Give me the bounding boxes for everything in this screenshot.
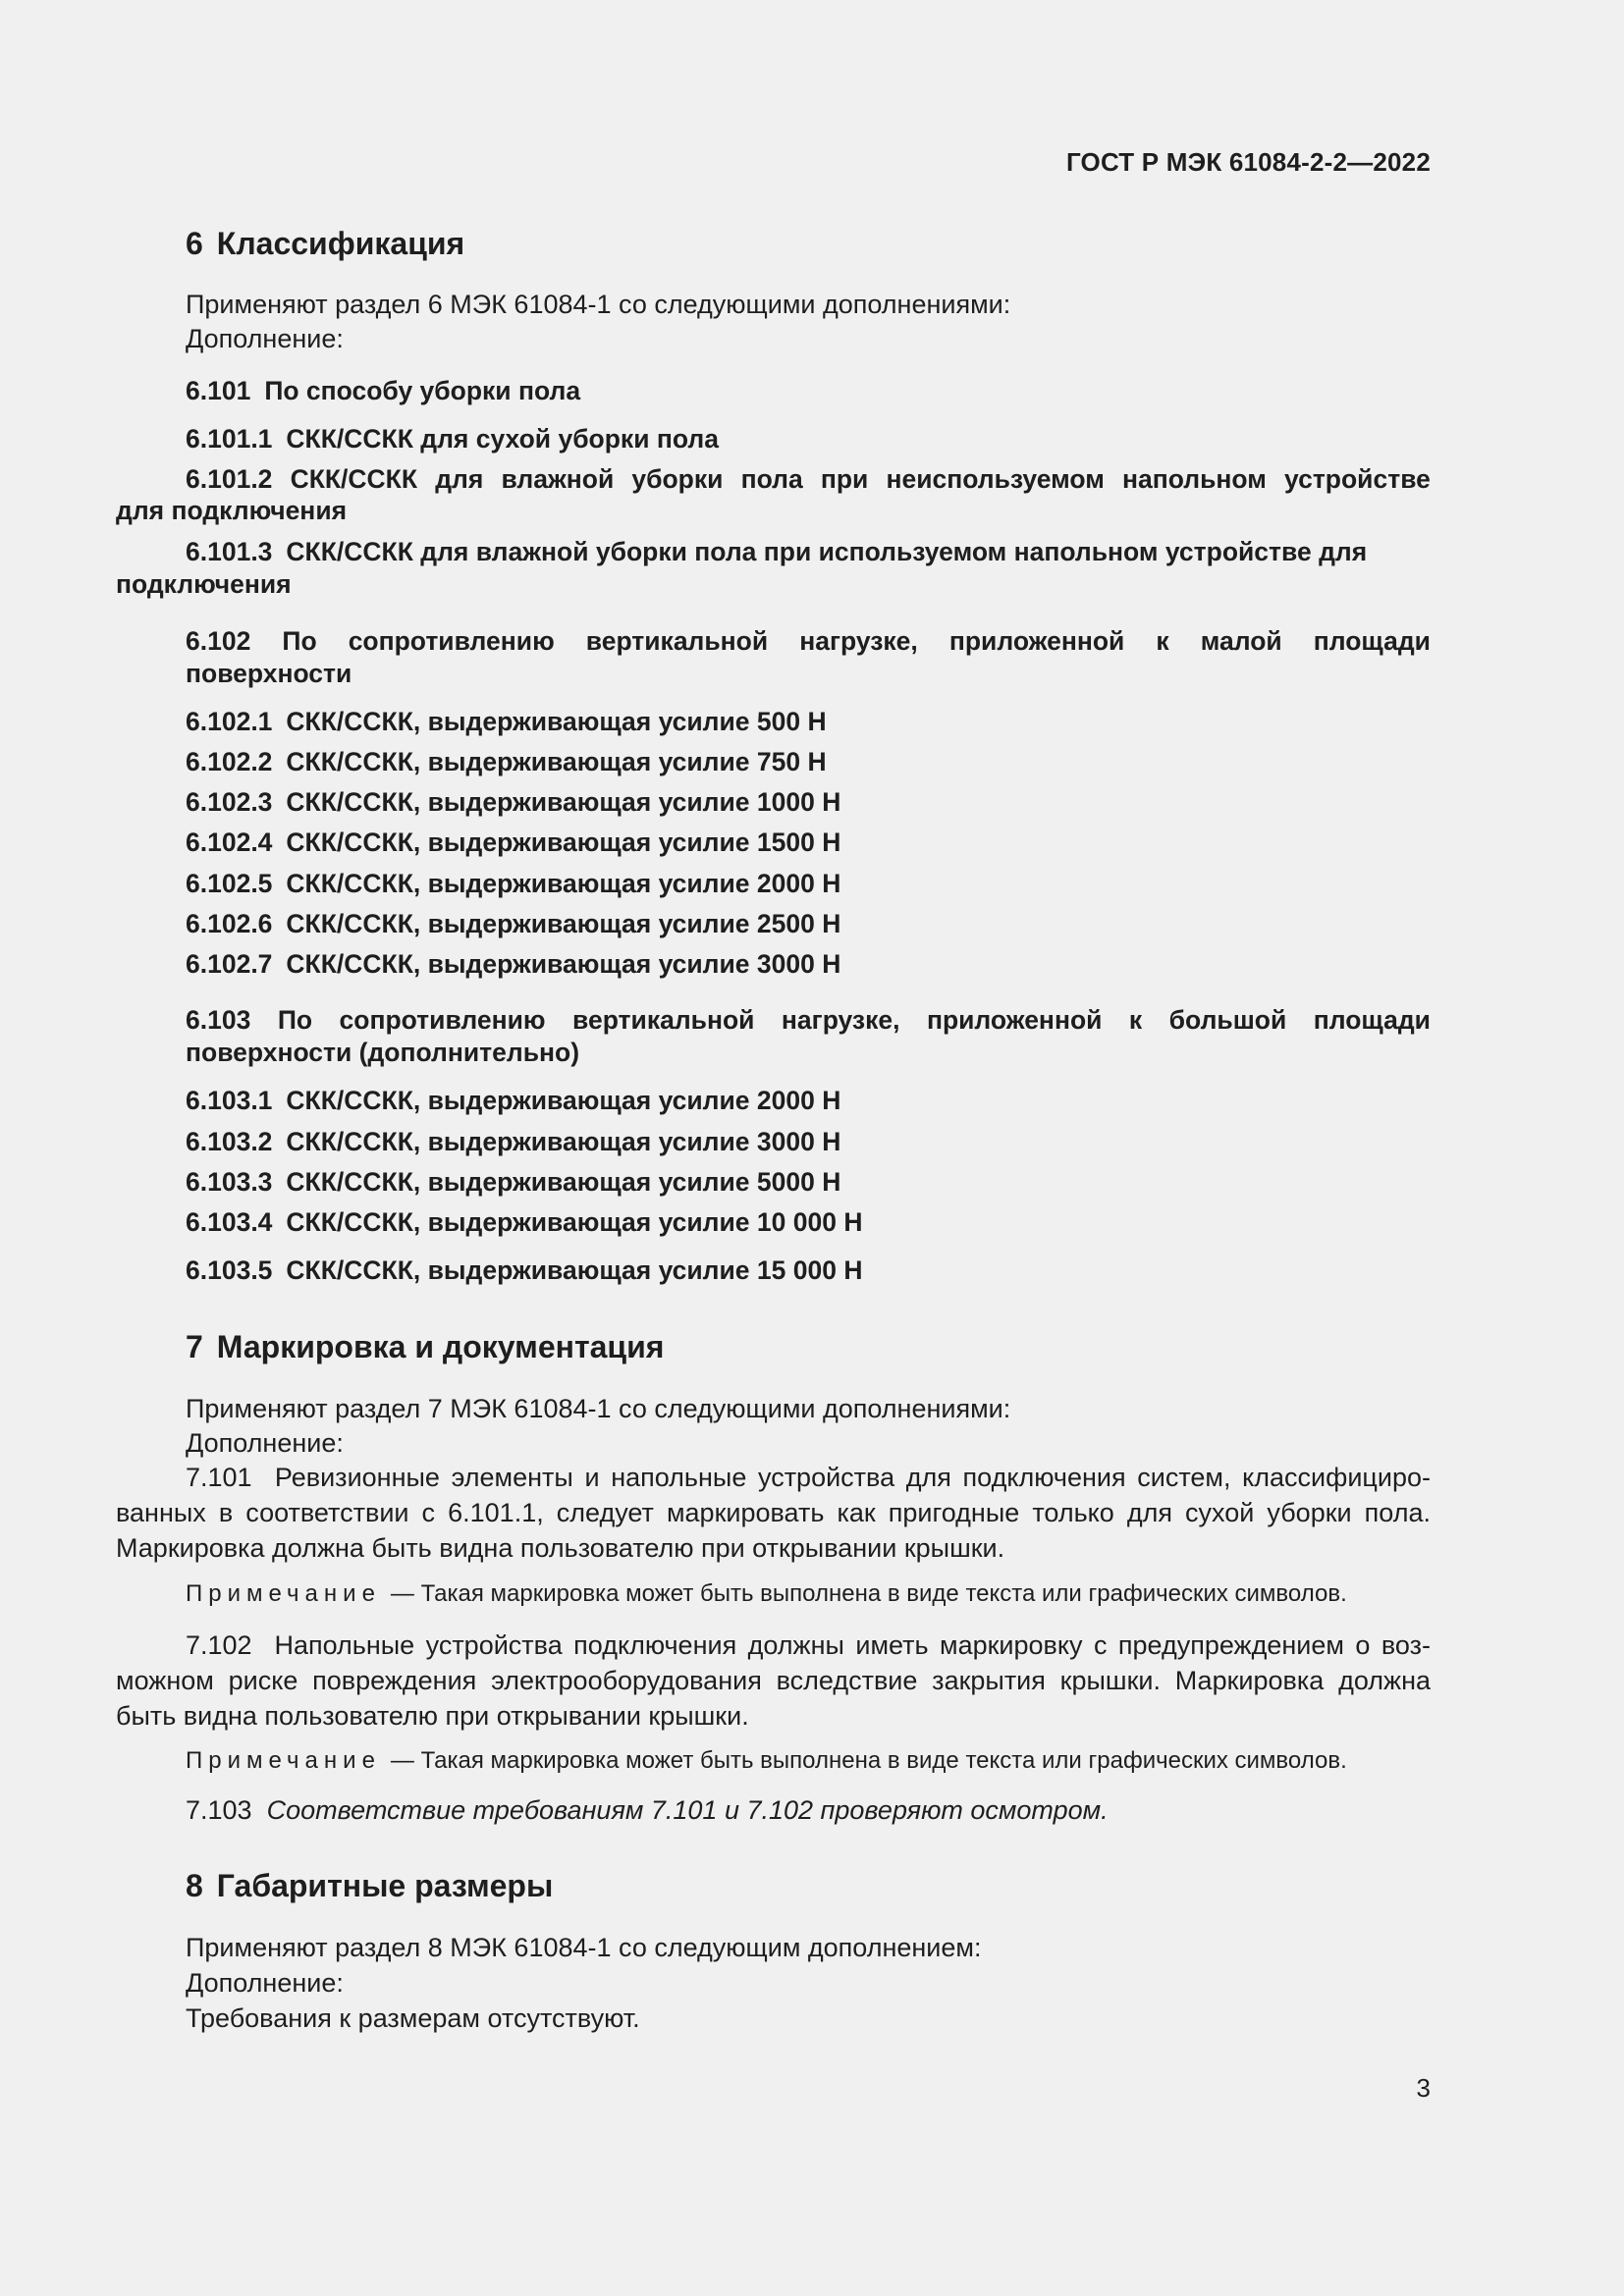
clause-line: 6.102 По сопротивлению вертикальной нагрузке, приложенной к малой площади xyxy=(186,626,1431,656)
clause-6-101: 6.101 По способу уборки пола xyxy=(186,376,581,405)
note-7-102 xyxy=(186,1747,1347,1775)
clause-6-102-2: 6.102.2 СКК/ССКК, выдерживающая усилие 750 Н xyxy=(186,747,827,776)
clause-line: поверхности xyxy=(186,659,352,688)
clause-line: поверхности (дополнительно) xyxy=(186,1038,580,1067)
paragraph-7-101 xyxy=(116,1460,1431,1566)
clause-6-102-6: 6.102.6 СКК/ССКК, выдерживающая усилие 2500 Н xyxy=(186,909,841,938)
paragraph-number: 7.101 xyxy=(186,1463,252,1492)
section-8-addition: Дополнение: xyxy=(186,1968,344,1998)
paragraph-number: 7.102 xyxy=(186,1630,252,1660)
section-title: Габаритные размеры xyxy=(216,1868,554,1903)
section-number: 8 xyxy=(186,1868,203,1903)
clause-6-101-3: 6.101.3 СКК/ССКК для влажной уборки пола при используемом напольном устройстве для xyxy=(186,537,1368,566)
clause-6-101-1: 6.101.1 СКК/ССКК для сухой уборки пола xyxy=(186,424,719,454)
note-7-101 xyxy=(186,1580,1347,1608)
clause-6-102-5: 6.102.5 СКК/ССКК, выдерживающая усилие 2000 Н xyxy=(186,869,841,898)
paragraph-text: Соответствие требованиям 7.101 и 7.102 проверяют осмотром. xyxy=(266,1795,1109,1825)
paragraph-7-103 xyxy=(186,1792,1109,1828)
note-label: Примечание xyxy=(186,1580,381,1607)
section-7-addition: Дополнение: xyxy=(186,1428,344,1458)
clause-6-101-3-cont: подключения xyxy=(116,569,292,599)
note-text: — Такая маркировка может быть выполнена в виде текста или графических символов. xyxy=(390,1747,1347,1774)
clause-6-103-4: 6.103.4 СКК/ССКК, выдерживающая усилие 10 000 Н xyxy=(186,1207,863,1237)
section-number: 6 xyxy=(186,226,203,261)
clause-6-102-4: 6.102.4 СКК/ССКК, выдерживающая усилие 1500 Н xyxy=(186,828,841,857)
clause-line: 6.101.2 СКК/ССКК для влажной уборки пола при неиспользуемом напольном устройстве xyxy=(186,464,1431,494)
clause-6-101-2 xyxy=(186,463,1431,496)
section-7-intro: Применяют раздел 7 МЭК 61084-1 со следующими дополнениями: xyxy=(186,1394,1011,1423)
paragraph-text: Напольные устройства подключения должны иметь маркировку с предупреждением о возможном риске повреждения электрооборудования вследствие закрытия крышки. Маркировка должна быть видна пользователю при открывании крышки. xyxy=(116,1630,1431,1731)
section-8-intro: Применяют раздел 8 МЭК 61084-1 со следующим дополнением: xyxy=(186,1933,982,1962)
clause-6-103-1: 6.103.1 СКК/ССКК, выдерживающая усилие 2000 Н xyxy=(186,1086,841,1115)
clause-6-103-3: 6.103.3 СКК/ССКК, выдерживающая усилие 5000 Н xyxy=(186,1167,841,1197)
paragraph-text: Ревизионные элементы и напольные устройства для подключения систем, классифицированных в соответствии с 6.101.1, следует маркировать как пригодные только для сухой уборки пола. Маркировка должна быть видна пользователю при открывании крышки. xyxy=(116,1463,1431,1563)
clause-6-103 xyxy=(186,1004,1431,1069)
section-6-heading xyxy=(186,226,464,262)
clause-6-102-1: 6.102.1 СКК/ССКК, выдерживающая усилие 500 Н xyxy=(186,707,827,736)
note-label: Примечание xyxy=(186,1747,381,1774)
clause-6-102-3: 6.102.3 СКК/ССКК, выдерживающая усилие 1000 Н xyxy=(186,787,841,817)
clause-6-102 xyxy=(186,625,1431,690)
clause-6-102-7: 6.102.7 СКК/ССКК, выдерживающая усилие 3000 Н xyxy=(186,949,841,979)
document-header: ГОСТ Р МЭК 61084-2-2—2022 xyxy=(1065,147,1431,177)
clause-6-101-2-cont: для подключения xyxy=(116,496,348,525)
clause-line: 6.103 По сопротивлению вертикальной нагрузке, приложенной к большой площади xyxy=(186,1005,1431,1035)
section-title: Классификация xyxy=(216,226,465,261)
section-7-heading xyxy=(186,1329,664,1365)
clause-6-103-5: 6.103.5 СКК/ССКК, выдерживающая усилие 15 000 Н xyxy=(186,1255,863,1285)
paragraph-7-102 xyxy=(116,1628,1431,1734)
section-6-addition: Дополнение: xyxy=(186,324,344,353)
section-8-heading xyxy=(186,1868,553,1904)
section-8-text: Требования к размерам отсутствуют. xyxy=(186,2003,640,2033)
section-6-intro: Применяют раздел 6 МЭК 61084-1 со следующими дополнениями: xyxy=(186,290,1011,319)
section-number: 7 xyxy=(186,1329,203,1364)
section-title: Маркировка и документация xyxy=(216,1329,665,1364)
clause-6-103-2: 6.103.2 СКК/ССКК, выдерживающая усилие 3000 Н xyxy=(186,1127,841,1156)
note-text: — Такая маркировка может быть выполнена в виде текста или графических символов. xyxy=(390,1580,1347,1607)
paragraph-number: 7.103 xyxy=(186,1795,252,1825)
page-number: 3 xyxy=(1416,2073,1431,2103)
